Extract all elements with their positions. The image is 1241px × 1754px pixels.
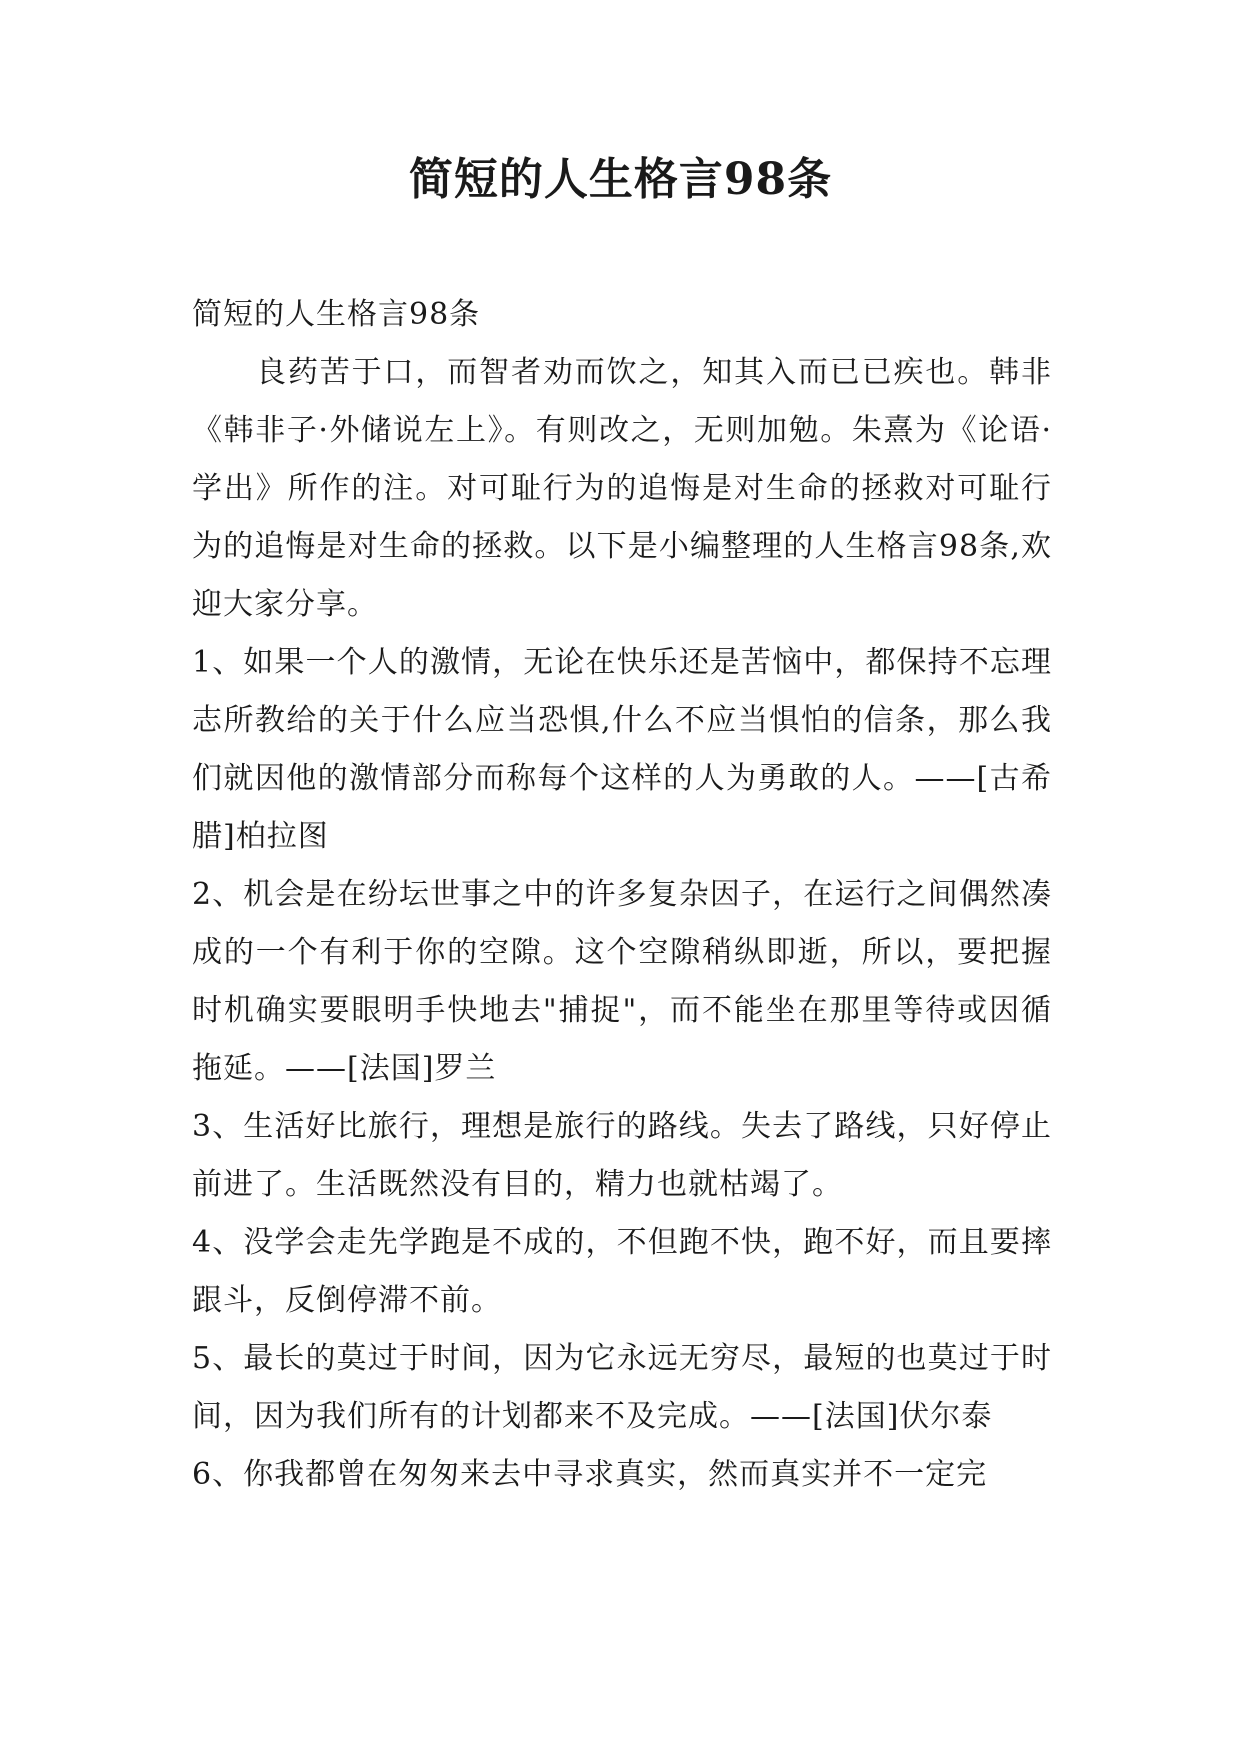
- quote-item-1: 1、如果一个人的激情，无论在快乐还是苦恼中，都保持不忘理志所教给的关于什么应当恐惧,什么不应当惧怕的信条，那么我们就因他的激情部分而称每个这样的人为勇敢的人。——[古希腊]柏拉图: [192, 645, 1052, 854]
- quote-item-4: 4、没学会走先学跑是不成的，不但跑不快，跑不好，而且要摔跟斗，反倒停滞不前。: [192, 1225, 1052, 1318]
- quote-item-5: 5、最长的莫过于时间，因为它永远无穷尽，最短的也莫过于时间，因为我们所有的计划都来不及完成。——[法国]伏尔泰: [192, 1341, 1052, 1434]
- quote-item-3: 3、生活好比旅行，理想是旅行的路线。失去了路线，只好停止前进了。生活既然没有目的，精力也就枯竭了。: [192, 1109, 1052, 1202]
- intro-paragraph: 良药苦于口，而智者劝而饮之，知其入而已已疾也。韩非《韩非子·外储说左上》。有则改之，无则加勉。朱熹为《论语·学出》所作的注。对可耻行为的追悔是对生命的拯救对可耻行为的追悔是对生命的拯救。以下是小编整理的人生格言98条,欢迎大家分享。: [192, 355, 1052, 622]
- document-title: 简短的人生格言98条: [408, 154, 833, 205]
- document-body: [192, 286, 1052, 1504]
- document-subtitle: 简短的人生格言98条: [192, 297, 481, 332]
- quote-item-6: 6、你我都曾在匆匆来去中寻求真实，然而真实并不一定完: [192, 1457, 988, 1492]
- quote-item-2: 2、机会是在纷坛世事之中的许多复杂因子，在运行之间偶然凑成的一个有利于你的空隙。这个空隙稍纵即逝，所以，要把握时机确实要眼明手快地去"捕捉"，而不能坐在那里等待或因循拖延。——[法国]罗兰: [192, 877, 1052, 1086]
